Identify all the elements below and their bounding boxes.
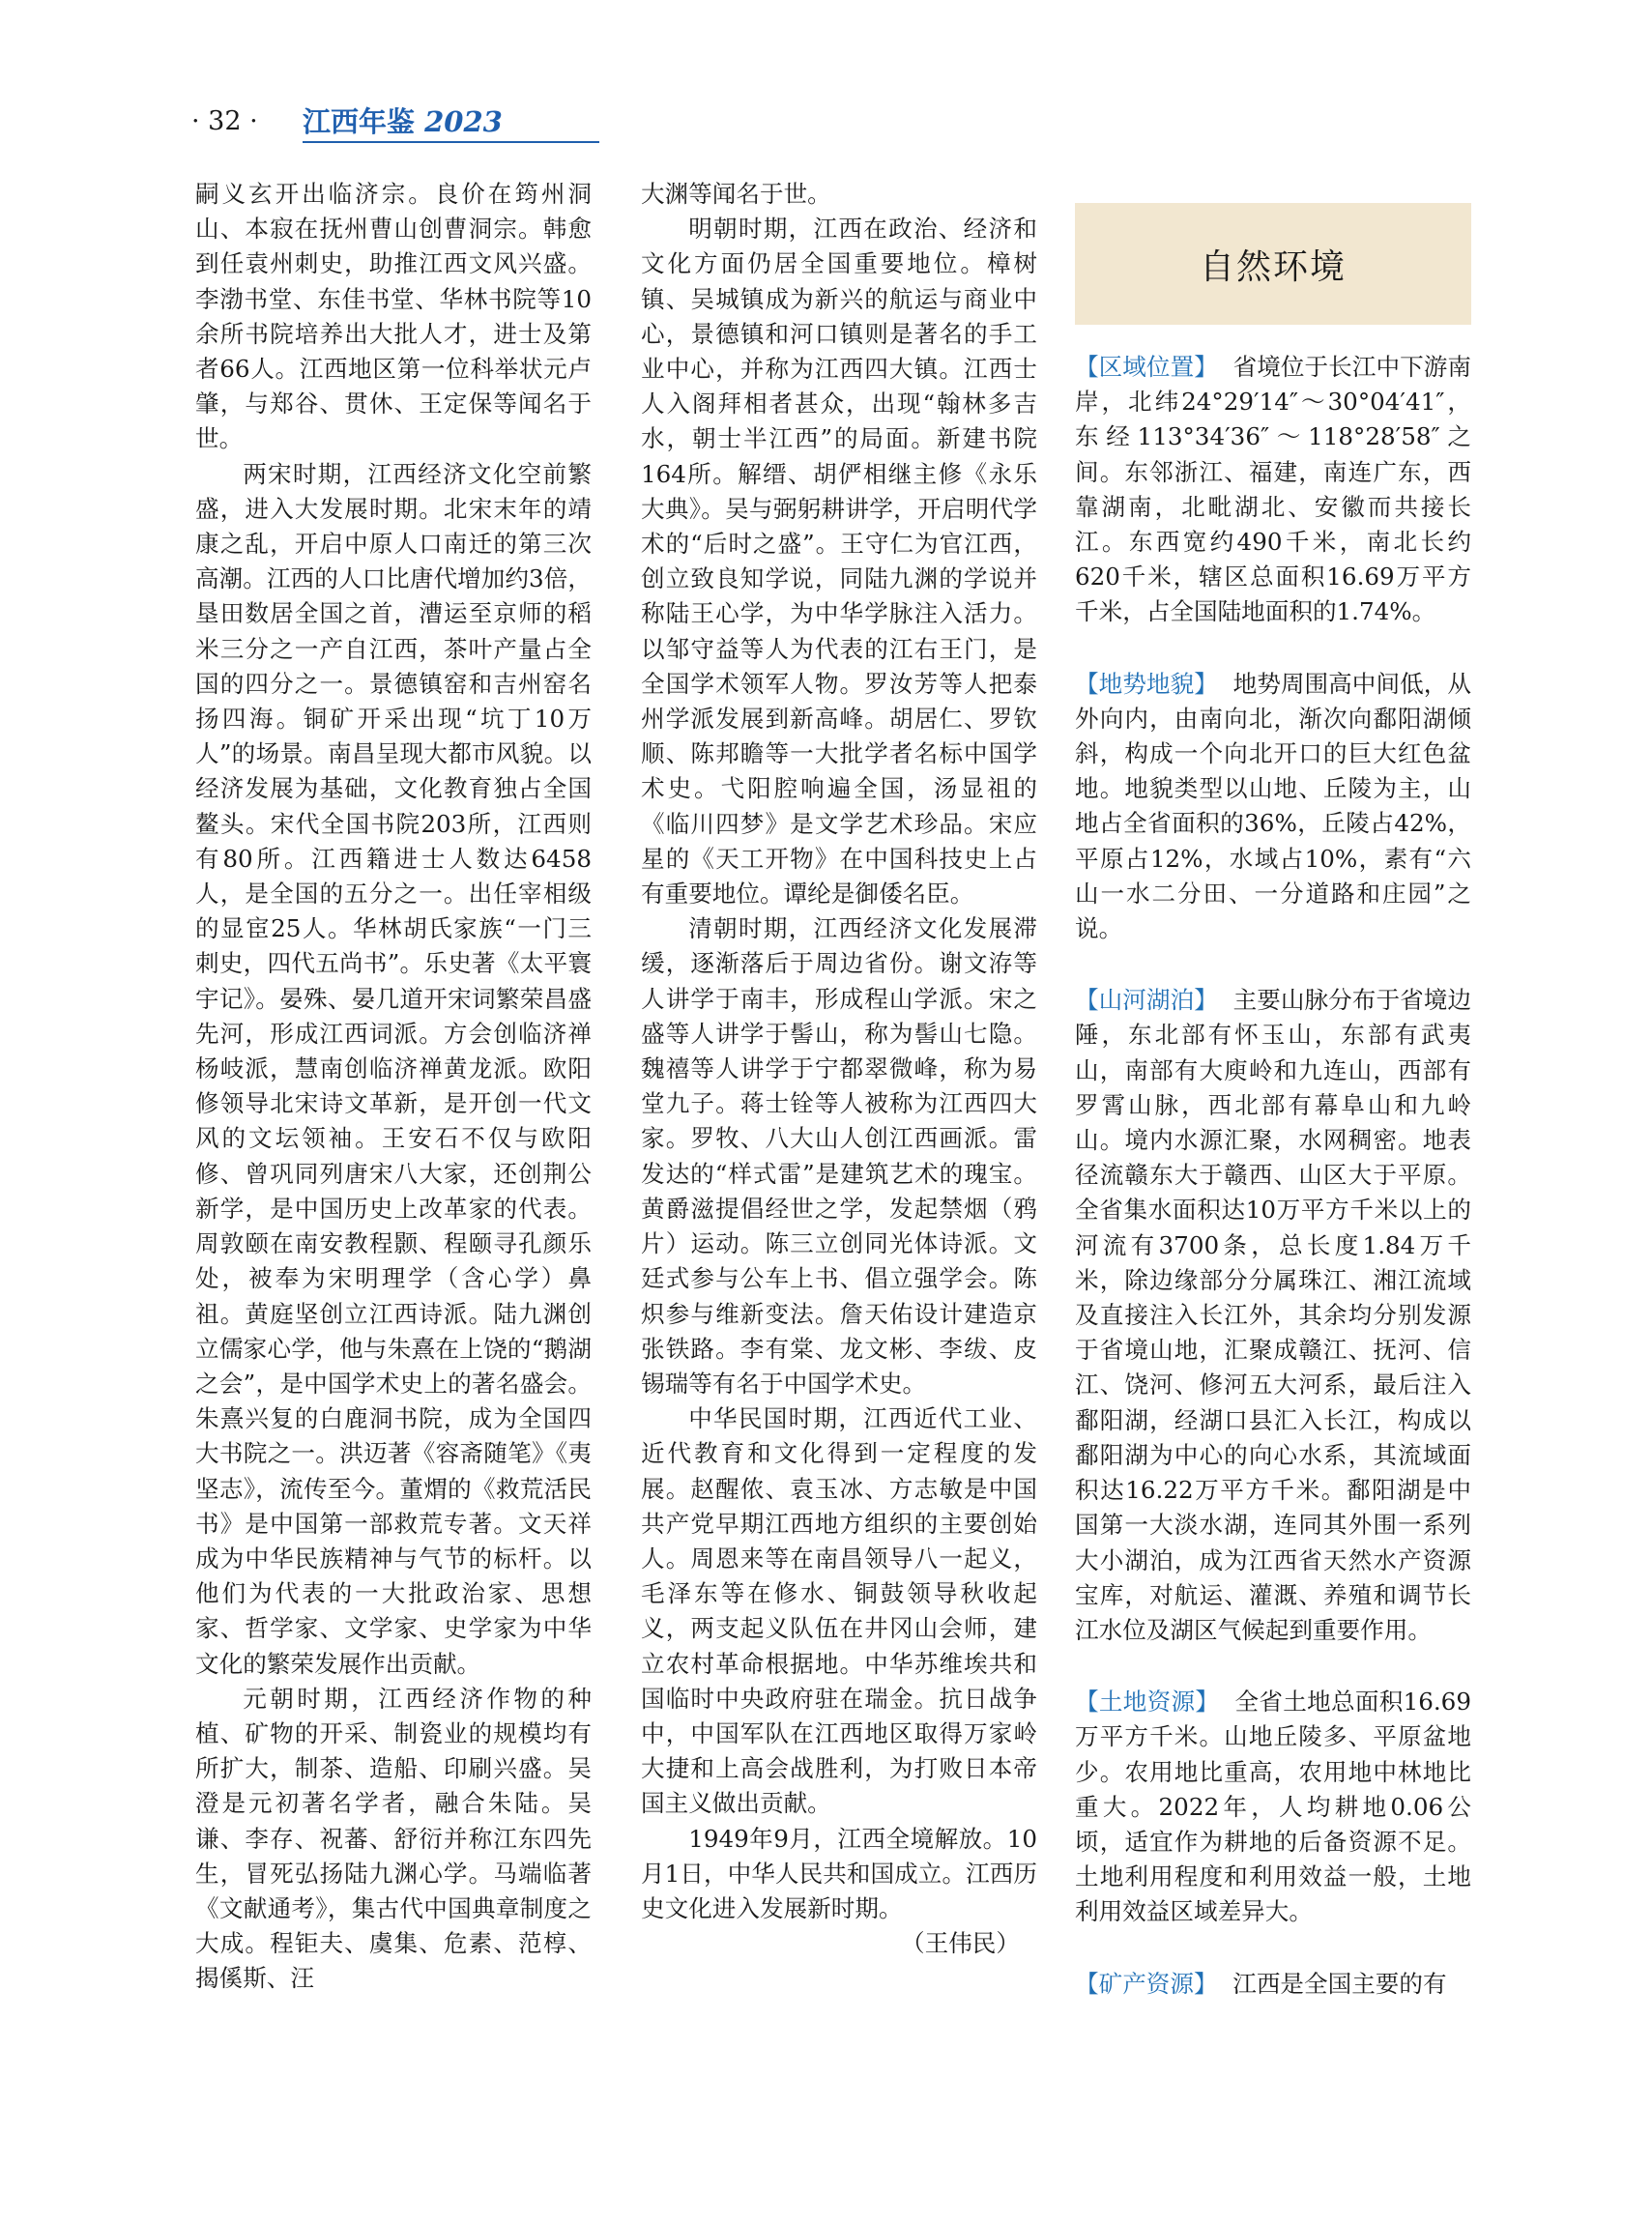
yearbook-year: 2023 xyxy=(424,105,503,138)
entry-mountains-rivers xyxy=(1075,983,1471,1648)
entry-text: 主要山脉分布于省境边陲，东北部有怀玉山，东部有武夷山，南部有大庾岭和九连山，西部有罗霄山脉，西北部有幕阜山和九岭山。境内水源汇聚，水网稠密。地表径流赣东大于赣西、山区大于平原。全省集水面积达10万平方千米以上的河流有3700条，总长度1.84万千米，除边缘部分分属珠江、湘江流域及直接注入长江外，其余均分别发源于省境山地，汇聚成赣江、抚河、信江、饶河、修河五大河系，最后注入鄱阳湖，经湖口县汇入长江，构成以鄱阳湖为中心的向心水系，其流域面积达16.22万平方千米。鄱阳湖是中国第一大淡水湖，连同其外围一系列大小湖泊，成为江西省天然水产资源宝库，对航运、灌溉、养殖和调节长江水位及湖区气候起到重要作用。 xyxy=(1075,986,1471,1644)
entry-tag: 【山河湖泊】 xyxy=(1075,986,1218,1015)
text-column-middle xyxy=(641,177,1037,1961)
yearbook-title xyxy=(303,104,503,139)
author-signature: （王伟民） xyxy=(901,1929,1020,1958)
section-heading-box xyxy=(1075,203,1471,325)
entry-region-location xyxy=(1075,350,1471,630)
entry-tag: 【区域位置】 xyxy=(1075,353,1218,381)
paragraph: 1949年9月，江西全境解放。10月1日，中华人民共和国成立。江西历史文化进入发展新时期。 xyxy=(641,1824,1037,1922)
paragraph: 元朝时期，江西经济作物的种植、矿物的开采、制瓷业的规模均有所扩大，制茶、造船、印刷兴盛。吴澄是元初著名学者，融合朱陆。吴谦、李存、祝蕃、舒衍并称江东四先生，冒死弘扬陆九渊心学。马端临著《文献通考》，集古代中国典章制度之大成。程钜夫、虞集、危素、范椁、揭傒斯、汪 xyxy=(195,1684,592,1993)
paragraph: 清朝时期，江西经济文化发展滞缓，逐渐落后于周边省份。谢文洊等人讲学于南丰，形成程山学派。宋之盛等人讲学于髻山，称为髻山七隐。魏禧等人讲学于宁都翠微峰，称为易堂九子。蒋士铨等人被称为江西四大家。罗牧、八大山人创江西画派。雷发达的“样式雷”是建筑艺术的瑰宝。黄爵滋提倡经世之学，发起禁烟（鸦片）运动。陈三立创同光体诗派。文廷式参与公车上书、倡立强学会。陈炽参与维新变法。詹天佑设计建造京张铁路。李有棠、龙文彬、李绂、皮锡瑞等有名于中国学术史。 xyxy=(641,914,1037,1398)
entry-tag: 【地势地貌】 xyxy=(1075,669,1218,698)
entry-text: 地势周围高中间低，从外向内，由南向北，渐次向鄱阳湖倾斜，构成一个向北开口的巨大红色盆地。地貌类型以山地、丘陵为主，山地占全省面积的36%，丘陵占42%，平原占12%，水域占10%，素有“六山一水二分田、一分道路和庄园”之说。 xyxy=(1075,669,1471,943)
yearbook-name: 江西年鉴 xyxy=(303,105,416,138)
text-column-left xyxy=(195,177,592,1997)
paragraph: 中华民国时期，江西近代工业、近代教育和文化得到一定程度的发展。赵醒侬、袁玉冰、方志敏是中国共产党早期江西地方组织的主要创始人。周恩来等在南昌领导八一起义，毛泽东等在修水、铜鼓领导秋收起义，两支起义队伍在井冈山会师，建立农村革命根据地。中华苏维埃共和国临时中央政府驻在瑞金。抗日战争中，中国军队在江西地区取得万家岭大捷和上高会战胜利，为打败日本帝国主义做出贡献。 xyxy=(641,1404,1037,1818)
entry-text: 全省土地总面积16.69万平方千米。山地丘陵多、平原盆地少。农用地比重高，农用地中林地比重大。2022年，人均耕地0.06公顷，适宜作为耕地的后备资源不足。土地利用程度和利用效益一般，土地利用效益区域差异大。 xyxy=(1075,1688,1471,1926)
paragraph: 明朝时期，江西在政治、经济和文化方面仍居全国重要地位。樟树镇、吴城镇成为新兴的航运与商业中心，景德镇和河口镇则是著名的手工业中心，并称为江西四大镇。江西士人入阁拜相者甚众，出现“翰林多吉水，朝士半江西”的局面。新建书院164所。解缙、胡俨相继主修《永乐大典》。吴与弼躬耕讲学，开启明代学术的“后时之盛”。王守仁为官江西，创立致良知学说，同陆九渊的学说并称陆王心学，为中华学脉注入活力。以邹守益等人为代表的江右王门，是全国学术领军人物。罗汝芳等人把泰州学派发展到新高峰。胡居仁、罗钦顺、陈邦瞻等一大批学者名标中国学术史。弋阳腔响遍全国，汤显祖的《临川四梦》是文学艺术珍品。宋应星的《天工开物》在中国科技史上占有重要地位。谭纶是御倭名臣。 xyxy=(641,215,1037,909)
paragraph: 两宋时期，江西经济文化空前繁盛，进入大发展时期。北宋末年的靖康之乱，开启中原人口南迁的第三次高潮。江西的人口比唐代增加约3倍，垦田数居全国之首，漕运至京师的稻米三分之一产自江西，茶叶产量占全国的四分之一。景德镇窑和吉州窑名扬四海。铜矿开采出现“坑丁10万人”的场景。南昌呈现大都市风貌。以经济发展为基础，文化教育独占全国鳌头。宋代全国书院203所，江西则有80所。江西籍进士人数达6458人，是全国的五分之一。出任宰相级的显宦25人。华林胡氏家族“一门三刺史，四代五尚书”。乐史著《太平寰宇记》。晏殊、晏几道开宋词繁荣昌盛先河，形成江西词派。方会创临济禅杨岐派，慧南创临济禅黄龙派。欧阳修领导北宋诗文革新，是开创一代文风的文坛领袖。王安石不仅与欧阳修、曾巩同列唐宋八大家，还创荆公新学，是中国历史上改革家的代表。周敦颐在南安教程颢、程颐寻孔颜乐处，被奉为宋明理学（含心学）鼻祖。黄庭坚创立江西诗派。陆九渊创立儒家心学，他与朱熹在上饶的“鹅湖之会”，是中国学术史上的著名盛会。朱熹兴复的白鹿洞书院，成为全国四大书院之一。洪迈著《容斋随笔》《夷坚志》，流传至今。董煟的《救荒活民书》是中国第一部救荒专著。文天祥成为中华民族精神与气节的标杆。以他们为代表的一大批政治家、思想家、哲学家、文学家、史学家为中华文化的繁荣发展作出贡献。 xyxy=(195,459,592,1678)
section-title: 自然环境 xyxy=(1199,246,1347,287)
text-column-right xyxy=(1075,350,1471,2002)
entry-tag: 【矿产资源】 xyxy=(1075,1969,1218,1998)
paragraph: 嗣义玄开出临济宗。良价在筠州洞山、本寂在抚州曹山创曹洞宗。韩愈到任袁州刺史，助推江西文风兴盛。李渤书堂、东佳书堂、华林书院等10余所书院培养出大批人才，进士及第者66人。江西地区第一位科举状元卢肇，与郑谷、贯休、王定保等闻名于世。 xyxy=(195,180,592,453)
running-header xyxy=(191,104,599,143)
entry-land-resources xyxy=(1075,1685,1471,1929)
entry-tag: 【土地资源】 xyxy=(1075,1688,1220,1717)
entry-text: 省境位于长江中下游南岸，北纬24°29′14″～30°04′41″，东经113°34′36″～118°28′58″之间。东邻浙江、福建，南连广东，西靠湖南，北毗湖北、安徽而共接长江。东西宽约490千米，南北长约620千米，辖区总面积16.69万平方千米，占全国陆地面积的1.74%。 xyxy=(1075,353,1471,626)
entry-terrain xyxy=(1075,667,1471,947)
entry-text: 江西是全国主要的有 xyxy=(1232,1969,1447,1998)
entry-mineral-resources xyxy=(1075,1967,1471,2002)
page-number: · 32 · xyxy=(191,106,258,136)
header-rule xyxy=(303,141,599,143)
paragraph: 大渊等闻名于世。 xyxy=(641,180,831,208)
